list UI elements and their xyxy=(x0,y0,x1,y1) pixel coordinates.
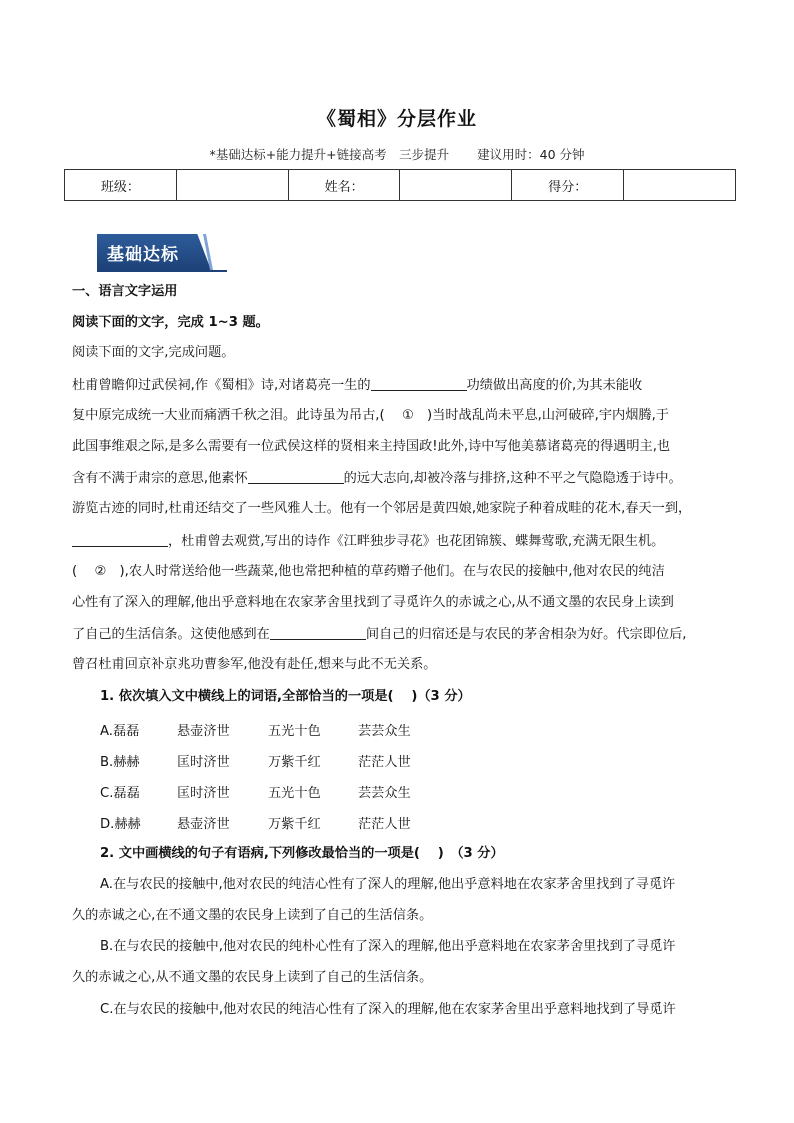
passage-line-10: 曾召杜甫回京补京兆功曹参军,他没有赴任,想来与此不无关系。 xyxy=(72,657,437,672)
passage-line-2: 复中原完成统一大业而痛洒千秋之泪。此诗虽为吊古,( ① )当时战乱尚未平息,山河破碎,宇内烟腾,于 xyxy=(72,408,669,423)
passage-line-6 xyxy=(72,532,664,551)
passage-text: 的远大志向,却被冷落与排挤,这种不平之气隐隐透于诗中。 xyxy=(343,471,682,486)
page-title: 《蜀相》分层作业 xyxy=(316,108,477,130)
question-1-stem: 1. 依次填入文中横线上的词语,全部恰当的一项是( )（3 分） xyxy=(100,689,471,704)
passage-line-3: 此国事维艰之际,是多么需要有一位武侯这样的贤相来主持国政!此外,诗中写他美慕诸葛亮的得遇明主,也 xyxy=(72,439,671,454)
option-word: 匡时济世 xyxy=(177,755,230,770)
class-label: 班级： xyxy=(65,170,177,201)
instruction-bold: 阅读下面的文字，完成 1~3 题。 xyxy=(72,315,269,330)
score-field[interactable] xyxy=(624,170,736,201)
blank-3[interactable] xyxy=(72,532,168,547)
class-field[interactable] xyxy=(176,170,288,201)
option-word: 茫茫人世 xyxy=(358,755,411,770)
blank-4[interactable] xyxy=(270,625,366,640)
section-badge-label: 基础达标 xyxy=(107,245,179,265)
option-text: 久的赤诚之心,从不通文墨的农民身上读到了自己的生活信条。 xyxy=(72,970,433,985)
option-text: A.在与农民的接触中,他对农民的纯洁心性有了深人的理解,他出乎意料地在农家茅舍里找到了寻觅许 xyxy=(100,877,676,892)
option-word: 五光十色 xyxy=(268,786,321,801)
option-word: 茫茫人世 xyxy=(358,817,411,832)
passage-line-4 xyxy=(72,469,682,488)
blank-2[interactable] xyxy=(248,469,344,484)
passage-text: 间自己的归宿还是与农民的茅舍相杂为好。代宗即位后, xyxy=(365,627,687,642)
question-2-stem: 2. 文中画横线的句子有语病,下列修改最恰当的一项是( ) （3 分） xyxy=(100,846,504,861)
section-badge xyxy=(97,234,211,270)
option-word: 万紫千红 xyxy=(268,817,321,832)
passage-line-5: 游览古迹的同时,杜甫还结交了一些风雅人士。他有一个邻居是黄四娘,她家院子种着成畦的花木,春天一到， xyxy=(72,501,692,516)
passage-text: 含有不满于肃宗的意思,他素怀 xyxy=(72,471,248,486)
option-word: B.赫赫 xyxy=(100,755,140,770)
option-word: C.磊磊 xyxy=(100,786,140,801)
blank-1[interactable] xyxy=(371,376,467,391)
option-word: A.磊磊 xyxy=(100,724,140,739)
option-word: 匡时济世 xyxy=(177,786,230,801)
section-heading: 一、语言文字运用 xyxy=(72,284,178,299)
name-label: 姓名： xyxy=(288,170,400,201)
instruction-plain: 阅读下面的文字,完成问题。 xyxy=(72,345,235,360)
section-divider xyxy=(97,270,227,272)
option-word: 悬壶济世 xyxy=(177,724,230,739)
option-text: 久的赤诚之心,在不通文墨的农民身上读到了自己的生活信条。 xyxy=(72,908,433,923)
name-field[interactable] xyxy=(400,170,512,201)
option-word: 悬壶济世 xyxy=(177,817,230,832)
option-word: 芸芸众生 xyxy=(358,724,411,739)
passage-text: 了自己的生活信条。这使他感到在 xyxy=(72,627,270,642)
subtitle-time: 建议用时：40 分钟 xyxy=(477,147,585,162)
subtitle xyxy=(0,145,794,163)
option-word: 万紫千红 xyxy=(268,755,321,770)
student-info-table xyxy=(64,169,736,201)
passage-line-1 xyxy=(72,376,642,395)
option-text: B.在与农民的接触中,他对农民的纯朴心性有了深入的理解,他出乎意料地在农家茅舍里找到了寻觅许 xyxy=(100,939,676,954)
option-word: 芸芸众生 xyxy=(358,786,411,801)
passage-text: ，杜甫曾去观赏,写出的诗作《江畔独步寻花》也花团锦簇、蝶舞莺歌,充满无限生机。 xyxy=(168,534,665,549)
option-word: 五光十色 xyxy=(268,724,321,739)
passage-text: 功绩做出高度的价,为其未能收 xyxy=(466,378,643,393)
score-label: 得分： xyxy=(512,170,624,201)
passage-line-8: 心性有了深入的理解,他出乎意料地在农家茅舍里找到了寻觅许久的赤诚之心,从不通文墨的农民身上读到 xyxy=(72,595,674,610)
passage-line-7: ( ② ),农人时常送给他一些蔬菜,他也常把种植的草药赠子他们。在与农民的接触中,他对农民的纯洁 xyxy=(72,564,665,579)
passage-text: 杜甫曾瞻仰过武侯祠,作《蜀相》诗,对诸葛亮一生的 xyxy=(72,378,371,393)
option-text: C.在与农民的接触中,他对农民的纯洁心性有了深入的理解,他在农家茅舍里出乎意料地找到了导觅许 xyxy=(100,1002,676,1017)
option-word: D.赫赫 xyxy=(100,817,141,832)
subtitle-steps: *基础达标+能力提升+链接高考 三步提升 xyxy=(209,147,450,162)
passage-line-9 xyxy=(72,625,687,644)
